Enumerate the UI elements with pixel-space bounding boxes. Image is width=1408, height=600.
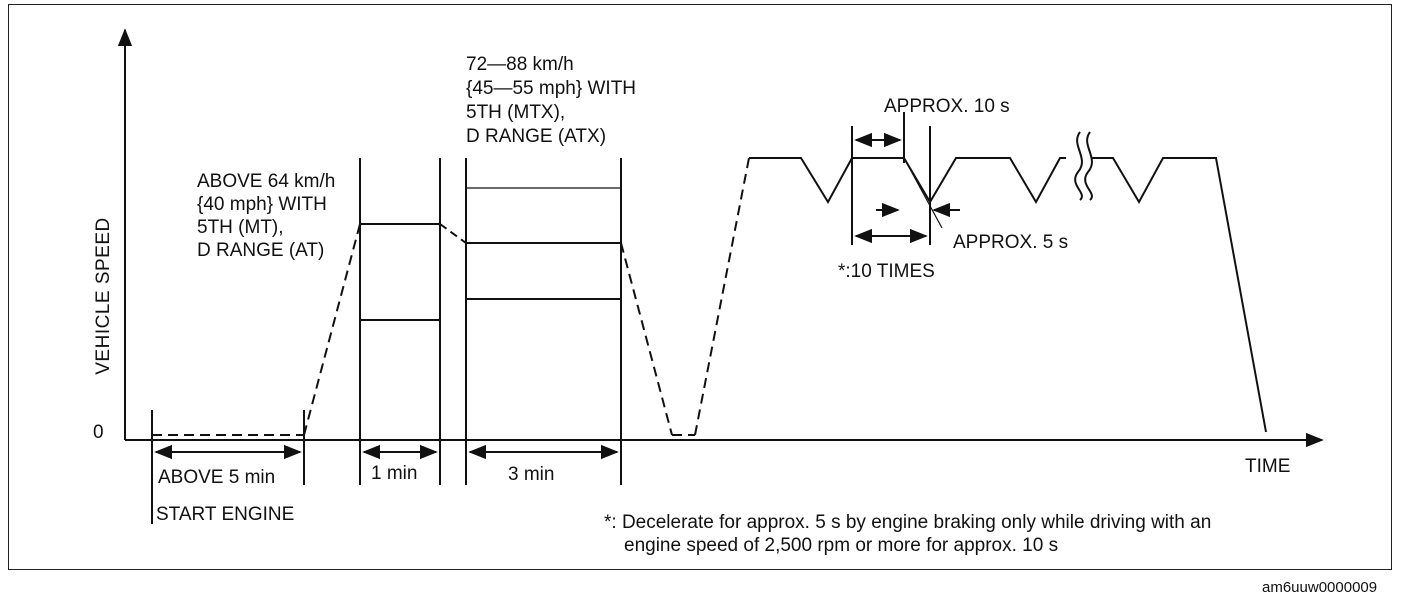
transition-2-3 (440, 224, 466, 243)
phase3-exit (621, 158, 749, 435)
phase4-cycles (749, 112, 1266, 432)
approx-5s-label: APPROX. 5 s (953, 232, 1069, 253)
phase3-band (466, 158, 621, 485)
figure-id: am6uuw0000009 (1262, 579, 1378, 596)
phase3-duration: 3 min (508, 464, 555, 485)
y-zero-label: 0 (93, 422, 104, 443)
start-engine-label: START ENGINE (156, 504, 295, 525)
repeat-count-label: *:10 TIMES (838, 261, 935, 282)
phase2-steady (360, 158, 440, 485)
x-axis-label: TIME (1245, 456, 1291, 477)
phase1-duration: ABOVE 5 min (158, 467, 276, 488)
axes (125, 30, 1322, 440)
approx-10s-label: APPROX. 10 s (884, 96, 1010, 117)
y-axis-label: VEHICLE SPEED (93, 217, 114, 375)
phase2-duration: 1 min (371, 463, 418, 484)
